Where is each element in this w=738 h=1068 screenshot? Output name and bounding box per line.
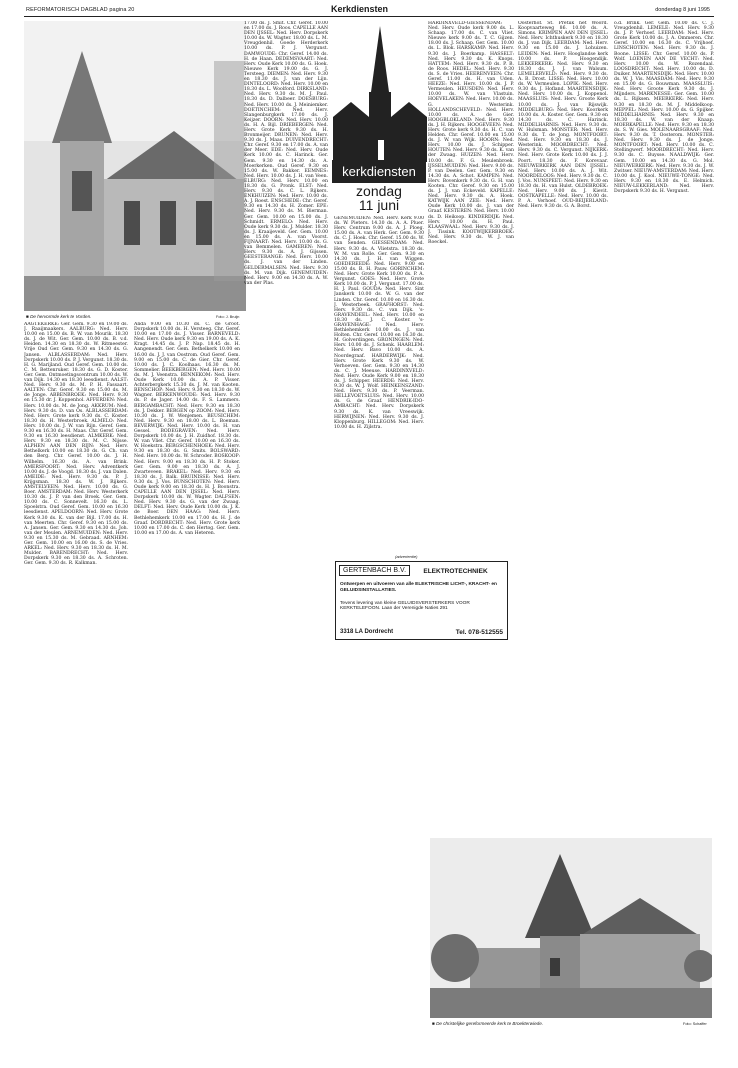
- kerkdiensten-title: kerkdiensten: [332, 160, 426, 183]
- ad-company-name: GERTENBACH B.V.: [339, 565, 410, 576]
- header-rule: [24, 16, 714, 17]
- ad-telephone: Tel. 078-512555: [455, 629, 503, 636]
- photo2-caption-text: De christelijke gereformeerde kerk te Broekterwiede.: [436, 1021, 544, 1026]
- photo-credit-vorden: Foto: J. Bruijn: [216, 315, 240, 319]
- photo-credit-broekterwiede: Foto: Schaffer: [683, 1022, 707, 1026]
- church-silhouette-icon: [333, 22, 427, 162]
- photo-caption-broekterwiede: ■ De christelijke gereformeerde kerk te Broekterwiede.: [432, 1021, 544, 1026]
- gertenbach-advertisement: [335, 561, 508, 640]
- page-header-date: donderdag 8 juni 1995: [655, 7, 710, 13]
- service-date-value: 11 juni: [358, 197, 400, 213]
- page-header-left: REFORMATORISCH DAGBLAD pagina 20: [26, 7, 135, 13]
- church-photo-broekterwiede: [430, 838, 712, 1018]
- church-illustration-2: [430, 838, 712, 1018]
- page-title: Kerkdiensten: [331, 4, 389, 14]
- service-date: [332, 184, 426, 212]
- column-2: Alida 9.00 en 10.30 ds. C. de Groot. Dorpskerk 10.00 ds. H. Versteeg. Chr. Geref. 10.00 en 17.00 ds. J. Visser. BARNEVELD: Ned. Herv. Oude kerk 9.30 en 19.00 ds. A. K. Kragt. 14.45 ds. J. P. Nap. 18.45 ds. H. Aangenendt. Ger. Gem. Bethelkerk 10.00 en 16.00 ds. J. J. van Oostrom. Oud Geref. Gem. 9.00 en 15.00 ds. C. de Gier. Chr. Geref. 10.00 ds. J. C. Koolhaas. 16.30 ds. M. Sommelier. BEEKBERGEN: Ned. Herv. 10.00 ds. M. J. Veenstra. BENNEKOM: Ned. Herv. Oude Kerk 10.00 ds. A. P. Visser. Achterbergkerk 15.30 ds. J. M. van Kooten. BENSCHOP: Ned. Herv. 9.30 en 18.30 ds. W. Wagner. BERKENWOUDE: Ned. Herv. 9.30 ds. P. de Jager. 14.00 ds. F. S. Lammers. BERGAMBACHT: Ned. Herv. 9.30 en 18.30 ds. J. Dekker. BERGEN op ZOOM: Ned. Herv. 10.30 ds. J. W. Wenjemen. BEUSICHEM: Ned. Herv. 9.30 en 18.00 ds. L. Boeman. BEVERWIJK: Ned. Herv. 10.00 ds. H. van Gessel. BODEGRAVEN: Ned. Herv. Dorpskerk 10.00 ds. J. H. Zuidhof. 18.30 ds. W. van Vliet. Chr. Geref. 10.00 en 16.30 ds. W. Hoekstra. BERGSCHENHOEK: Ned. Herv. 9.30 en 18.30 ds. G. Smits. BOLSWARD: Ned. Herv. 10.00 ds. W. Schroder. BOSKOOP: Ned. Herv. 9.00 en 18.30 ds. H. P. Stoker. Ger. Gem. 9.00 en 18.30 ds. A. J. Zwarteveen. BRAKEL: Ned. Herv. 9.30 en 18.30 ds. J. Balk. BRUINISSE: Ned. Herv. 9.30 ds. J. Vos. BUNSCHOTEN: Ned. Herv. Oude kerk 9.00 en 18.30 ds. H. J. Boonstra. CAPELLE AAN DEN IJSSEL: Ned. Herv. Dorpskerk 10.00 ds. W. Wagter. DALFSEN: Ned. Herv. 9.30 ds. G. van der Zwaag. DELFT: Ned. Herv. Oude Kerk 10.00 ds. J. K. de Boer. DEN HAAG: Ned. Herv. Bethlehemkerk 10.00 en 17.00 ds. H. J. de Graaf. DORDRECHT: Ned. Herv. Grote kerk 10.00 en 17.00 ds. C. den Hertog. Ger. Gem. 10.00 en 17.00 ds. A. van Heteren.: [134, 322, 240, 536]
- photo-caption-text: De hervormde kerk te Vorden.: [30, 314, 92, 319]
- church-illustration: [24, 21, 246, 311]
- photo-caption-vorden: ■ De hervormde kerk te Vorden.: [26, 314, 92, 319]
- advertisement-label: (advertentie): [395, 554, 418, 559]
- church-photo-vorden: [24, 21, 246, 311]
- column-7: o.d. Brink. Ger. Gem. 10.00 ds. C. J. Vreugdenhil. LEMELE: Ned. Herv. 9.30 ds. J. P. Verhoef. LEERDAM: Ned. Herv. Grote Kerk 10.00 ds. J. A. Ommeren. Chr. Geref. 10.00 en 16.30 ds. C. Vrijhoef. LINSCHOTEN: Ned. Herv. 9.30 ds. J. Boone. LISSE: Chr. Geref. 10.00 ds. P. Wolf. LOENEN AAN DE VECHT: Ned. Herv. 10.00 ds. W. Rozendaal. LOOSDRECHT: Ned. Herv. 10.00 ds. D. Duiker. MAARTENSDIJK: Ned. Herv. 10.00 ds. W. J. Vis. MAASDAM: Ned. Herv. 9.30 en 15.00 ds. G. Bouwman. MAASSLUIS: Ned. Herv. Groote Kerk 9.30 ds. J. Mijnders. MARKNESSE: Ger. Gem. 10.00 ds. L. Rijksen. MEERKERK: Ned. Herv. 9.30 en 18.30 ds. M. J. Middelkoop. MEPPEL: Ned. Herv. 10.00 ds. G. Spijker. MIDDELHARNIS: Ned. Herv. 9.30 en 18.30 ds. W. van der Knaap. MOERKAPELLE: Ned. Herv. 9.30 en 18.30 ds. S. W. Gies. MOLENAARSGRAAF: Ned. Herv. 9.30 ds. T. Oosterom. MONSTER: Ned. Herv. 9.30 ds. J. de Jonge. MONTFOORT: Ned. Herv. 10.00 ds. C. Stellingwerf. MOORDRECHT: Ned. Herv. 9.30 ds. C. Buysse. NAALDWIJK: Ger. Gem. 10.00 en 14.30 ds. G. Mol. NIEUWERKERK: Ned. Herv. 9.30 ds. J. W. Zwitser. NIEUW-AMSTERDAM: Ned. Herv. 10.00 ds. J. Kool. NIEUWE-TONGE: Ned. Herv. 9.30 en 18.30 ds. E. Helmich. NIEUW-LEKKERLAND: Ned. Herv. Dorpskerk 9.30 ds. H. Vergunst.: [614, 21, 714, 195]
- column-4-lower: [334, 642, 424, 842]
- ad-address: 3318 LA Dordrecht: [340, 629, 394, 635]
- ad-description: Ontwerpen en uitvoeren van alle ELEKTRISCHE LICHT-, KRACHT- en GELUIDSINSTALLATIES.: [340, 582, 497, 593]
- ad-contact: Tevens levering van kleine GELUIDSVERSTERKERS VOOR KERKTELEFOON. Laan der Verenigde Naties 291: [340, 601, 470, 612]
- ad-subtitle: ELEKTROTECHNIEK: [423, 568, 488, 575]
- column-4: GENEMUIDEN: Ned. Herv. Kerk 9.00 ds. W. Pieters. 14.30 ds. A. A. Pluer. Herv. Centrum 9.00 ds. A. J. Ploeg. 15.00 ds. A. van Herk. Ger. Gem. 9.30 ds. C. J. Hoek. Chr. Geref. 15.00 ds. W. van Senden. GIESSENDAM: Ned. Herv. 9.30 ds. A. Vlietstra. 18.30 ds. W. M. van Rolle. Ger. Gem. 9.30 en 14.30 ds. J. H. van Wiggen. GOEDEREEDE: Ned. Herv. 9.00 en 15.00 ds. B. H. Pauw. GORINCHEM: Ned. Herv. Grote Kerk 10.00 ds. P. A. Vergunst. GOES: Ned. Herv. Grote Kerk 10.00 ds. P. J. Vergunst. 17.00 ds. H. J. Paul. GOUDA: Ned. Herv. Sint Janskerk 10.00 ds. W. G. van der Linden. Chr. Geref. 10.00 en 16.30 ds. J. Westerbeek. GRAFHORST: Ned. Herv. 9.30 ds. C. van Dijk. 's-GRAVENDEEL: Ned. Herv. 10.00 en 18.30 ds. J. C. Koster. 's-GRAVENHAGE: Ned. Herv. Bethlehemkerk 10.00 ds. J. van Holten. Chr. Geref. 10.00 en 16.30 ds. M. Golverdingen. GRONINGEN: Ned. Herv. 10.00 ds. J. Schenk. HAARLEM: Ned. Herv. Bavo 10.00 ds. A. Noordegraaf. HARDERWIJK: Ned. Herv. Grote Kerk 9.30 ds. W. Verhoeven. Ger. Gem. 9.30 en 14.30 ds. C. J. Meeuse. HARDINXVELD: Ned. Herv. Oude Kerk 9.00 en 18.30 ds. J. Schipper. HEERDE: Ned. Herv. 9.30 ds. W. J. Wolf. HEINKENSZAND: Ned. Herv. 9.30 ds. P. Veerman. HELLEVOETSLUIS: Ned. Herv. 10.00 ds. G. de Graaf. HENDRIK-IDO-AMBACHT: Ned. Herv. Dorpskerk 9.30 ds. K. van Vreeswijk. HERWIJNEN: Ned. Herv. 9.30 ds. J. Kloppenburg. HILLEGOM: Ned. Herv. 10.00 ds. H. Zijlstra.: [334, 216, 424, 430]
- service-day: zondag: [356, 183, 402, 199]
- column-3: 17.00 ds. J. Smit. Chr. Geref. 10.00 en 17.00 ds. J. Roos. CAPELLE AAN DEN IJSSEL: Ned. Herv. Dorpskerk 10.00 ds. W. Wagter. 18.00 ds. L. M. Vreugdenhil. Goede Herderkerk 10.00 ds. P. J. Vergunst. DAMWOUDE: Chr. Geref. 14.00 ds. H. de Haan. DEDEMSVAART: Ned. Herv. Oude Kerk 10.00 ds. G. Hoek. Nieuwe Kerk 19.00 ds. G. J. Tersteeg. DIEMEN: Ned. Herv. 9.30 en 18.30 ds. J. van der Lijn. DINTELOORD: Ned. Herv. 10.00 en 18.30 ds. L. Woolford. DIRKSLAND: Ned. Herv. 9.30 ds. M. J. Paul. 18.30 ds. D. Dalbeer. DOESBURG: Ned. Herv. 10.00 ds. J. Meiniemker. DOETINCHEM: Ned. Herv. Slangenburgkerk 17.00 ds. J. Keijzer. DOORN: Ned. Herv. 10.00 ds. H. A. Bijl. DRIEBERGEN: Ned. Herv. Grote Kerk 9.30 ds. H. Bronmeijer. DRUNEN: Ned. Herv. 9.30 ds. J. Maas. DUIVENDRECHT: Chr. Geref. 9.30 en 17.00 ds. A. van der Meer. EDE: Ned. Herv. Oude Kerk 10.00 ds. C. Harinck. Ger. Gem. 9.30 en 14.30 ds. A. Moerkerken. Oud Geref. 9.30 en 15.00 ds. W. Bakker. EEMNES: Ned. Herv. 10.00 ds. J. H. van Veen. ELBURG: Ned. Herv. 10.00 en 18.30 ds. G. Pronk. ELST: Ned. Herv. 9.30 ds. C. L. Rijkers. ENKHUIZEN: Ned. Herv. 10.00 ds. A. J. Roest. ENSCHEDE: Chr. Geref. 9.30 en 14.30 ds. H. Zomer. EPE: Ned. Herv. 9.30 ds. M. Bierman. Ger. Gem. 10.00 en 15.00 ds. J. Schmidt. ERMELO: Ned. Herv. Oude kerk 9.30 ds. J. Mulder. 18.30 ds. J. Kraaijeveld. Ger. Gem. 10.00 en 15.00 ds. A. van Voorst. FIJNAART: Ned. Herv. 10.00 ds. G. van Bemmelen. GAMEREN: Ned. Herv. 9.30 ds. A. J. Gijssen. GEESTERANGE: Ned. Herv. 10.00 ds. J. van der Linden. GELDERMALSEN: Ned. Herv. 9.30 ds. M. van Dijk. GENEMUIDEN: Ned. Herv. 9.00 en 14.30 ds. A. W. van der Plas.: [244, 21, 328, 286]
- column-5: HARDINXVELD-GIESSENDAM: Ned. Herv. Oude kerk 9.00 ds. L. Schaap. 17.00 ds. C. van Vliet. Nieuwe kerk 9.00 ds. T. C. Gijzen. 18.00 ds. J. Schaap. Ger. Gem. 10.00 ds. L. Blok. HARSKAMP: Ned. Herv. 9.30 ds. J. Boerkamp. HASSELT: Ned. Herv. 9.30 ds. K. Knops. HATTEM: Ned. Herv. 9.30 ds. P. B. de Roos. HEDEL: Ned. Herv. 9.30 ds. S. de Vries. HEERENVEEN: Chr. Geref. 11.00 ds. H. van Uden. HEEZE: Ned. Herv. 10.00 ds. J. P. Vermeulen. HEUSDEN: Ned. Herv. 10.00 ds. W. van Vlastuin. HOEVELAKEN: Ned. Herv. 10.00 ds. G. Westerink. HOLLANDSCHEVELD: Ned. Herv. 10.00 ds. A. de Gier. HOOGBLOKLAND: Ned. Herv. 9.30 ds. J. H. Rijkers. HOOGEVEEN: Ned. Herv. Grote kerk 9.30 ds. H. C. van Helden. Chr. Geref. 10.00 en 15.00 ds. J. W. van Wijk. HOORN: Ned. Herv. 10.00 ds. J. Schipper. HOUTEN: Ned. Herv. 9.30 ds. K. van der Zwaag. HUIZEN: Ned. Herv. 10.00 ds. F. G. Meulenbroek. IJSSELMUIDEN: Ned. Herv. 9.00 ds. P. van Deelen. Ger. Gem. 9.30 en 14.30 ds. A. Schot. KAMPEN: Ned. Herv. Bovenkerk 9.30 ds. G. H. van Kooten. Chr. Geref. 9.30 en 15.00 ds. J. J. van Eckeveld. KAPELLE: Ned. Herv. 9.30 ds. A. Hoek. KATWIJK AAN ZEE: Ned. Herv. Oude Kerk 10.00 ds. J. van der Graaf. KESTEREN: Ned. Herv. 10.00 ds. D. Heikoop. KINDERDIJK: Ned. Herv. 10.00 ds. H. Paul. KLAASWAAL: Ned. Herv. 9.30 ds. J. J. Tissink. KOOTWIJKERBROEK: Ned. Herv. 9.30 ds. W. J. van Roeckel.: [428, 21, 514, 246]
- column-6: Oosterhof. St. Pretiik het Woord. Koopvaarteweg 86. 10.00 ds. A. Simons. KRIMPEN AAN DEN IJSSEL: Ned. Herv. Ichthuskerk 9.30 en 18.30 ds. J. van Dijk. LEERDAM: Ned. Herv. 9.30 en 15.00 ds. J. Lohuizen. LEIDEN: Ned. Herv. Hooglandse kerk 10.00 ds. P. Hoogendijk. LEKKERKERK: Ned. Herv. 9.30 en 18.30 ds. J. J. van Walsum. LEMELERVELD: Ned. Herv. 9.30 ds. A. B. Drost. LISSE: Ned. Herv. 10.00 ds. W. Vermeulen. LOPIK: Ned. Herv. 9.30 ds. J. Hofland. MAARTENSDIJK: Ned. Herv. 10.00 ds. J. Koppenol. MAASSLUIS: Ned. Herv. Groote Kerk 10.00 ds. J. van Rijswijk. MIDDELBURG: Ned. Herv. Koorkerk 10.00 ds. A. Koster. Ger. Gem. 9.30 en 14.30 ds. C. Harinck. MIDDELHARNIS: Ned. Herv. 9.30 ds. W. Hulsman. MONSTER: Ned. Herv. 9.30 ds. T. de Jong. MONTFOORT: Ned. Herv. 9.30 en 18.30 ds. J. Westerink. MOORDRECHT: Ned. Herv. 9.30 ds. C. Vergunst. NIJKERK: Ned. Herv. Grote Kerk 10.00 ds. J. J. Poort. 18.30 ds. F. Korevaar. NIEUWERKERK AAN DEN IJSSEL: Ned. Herv. 10.00 ds. A. J. Wit. NOORDELOOS: Ned. Herv. 9.30 ds. C. J. Vos. NUNSPEET: Ned. Herv. 9.30 en 18.30 ds. H. van Hulst. OLDEBROEK: Ned. Herv. 9.00 ds. J. Kievit. OOSTKAPELLE: Ned. Herv. 10.00 ds. P. A. Verhoef. OUD-BEIJERLAND: Ned. Herv. 9.30 ds. G. A. Borst.: [518, 21, 608, 210]
- column-1: AAGTEKERKE: Ger. Gem. 9.30 en 19.00 ds. J. Raaijmaakers. AALBURG: Ned. Herv. 10.00 en 15.00 ds. B. W. van Mourik. 18.30 ds. J. de Wit. Ger. Gem. 10.00 ds. B. v.d. Heiden. 14.30 en 18.30 ds. W. Ritmeester. Vrije Oud Ger. Gem. 9.30 en 14.30 ds. G. Jansen. ALBLASSERDAM: Ned. Herv. Dorpskerk 10.00 ds. P. J. Vergunst. 18.30 ds. H. G. Marijland. Oud Geref. Gem. 10.00 ds. C. M. Bettenruker. 18.30 ds. G. D. Koster. Ger. Gem. Ontmoetingscentrum 10.00 ds. W. van Dijk. 14.30 en 18.30 leesdienst. AALST: Ned. Herv. 9.30 ds. M. P. H. Fassaart. AALTEN: Chr. Geref. 9.30 en 15.00 ds. M. de Jonge. ABBENBROEK: Ned. Herv. 9.30 en 15.30 dr. J. Koppenhol. AFFERDEN: Ned. Herv. 10.00 ds. M. de Jong. AKKRUM: Ned. Herv. 9.30 ds. D. van Os. ALBLASSERDAM: Ned. Herv. Grote kerk 9.30 ds. C. Koster. 18.30 ds. H. Westerbroek. ALMELO: Ned. Herv. 10.00 ds. J. W. van Rijn. Geref. Gem. 9.30 en 16.30 ds. H. Maas. Chr. Geref. Gem. 9.30 en 16.30 leesdienst. ALMKERK: Ned. Herv. 9.30 en 18.30 ds. M. C. Nijsse. ALPHEN AAN DEN RIJN: Ned. Herv. Bethelkerk 10.00 en 18.30 ds. G. Ch. van den Berg. Chr. Geref. 10.00 ds. J. H. Wilhelm. 16.30 ds. A. van Brink. AMERSFOORT: Ned. Herv. Adventkerk 10.00 ds. J. de Voogd. 18.30 ds. J. van Dalen. AMEIDE: Ned. Herv. 9.30 ds. P. J. Krijgsman. 18.30 ds. W. J. Rijkers. AMSTELVEEN: Ned. Herv. 10.00 ds. G. Boer. AMSTERDAM: Ned. Herv. Westerkerk 10.30 ds. J. P. van den Broek. Ger. Gem. 10.00 ds. C. Sonnevelt. 16.30 ds. L. Spoelstra. Oud Geref. Gem. 10.00 en 16.30 leesdienst. APELDOORN: Ned. Herv. Grote Kerk 9.30 ds. K. van der Bijl. 17.00 ds. H. van Meerten. Chr. Geref. 9.30 en 15.00 ds. A. Jansen. Ger. Gem. 9.30 en 14.30 ds. Joh. van der Meulen. ARNEMUIDEN: Ned. Herv. 9.30 en 15.30 ds. M. Gebraad. ARNHEM: Ger. Gem. 10.00 en 16.00 ds. S. de Vries. ARKEL: Ned. Herv. 9.30 en 18.30 ds. H. M. Mulder. BARENDRECHT: Ned. Herv. Dorpskerk 9.30 en 18.30 ds. A. Schroten. Ger. Gem. 9.30 ds. R. Kalkman.: [24, 322, 128, 567]
